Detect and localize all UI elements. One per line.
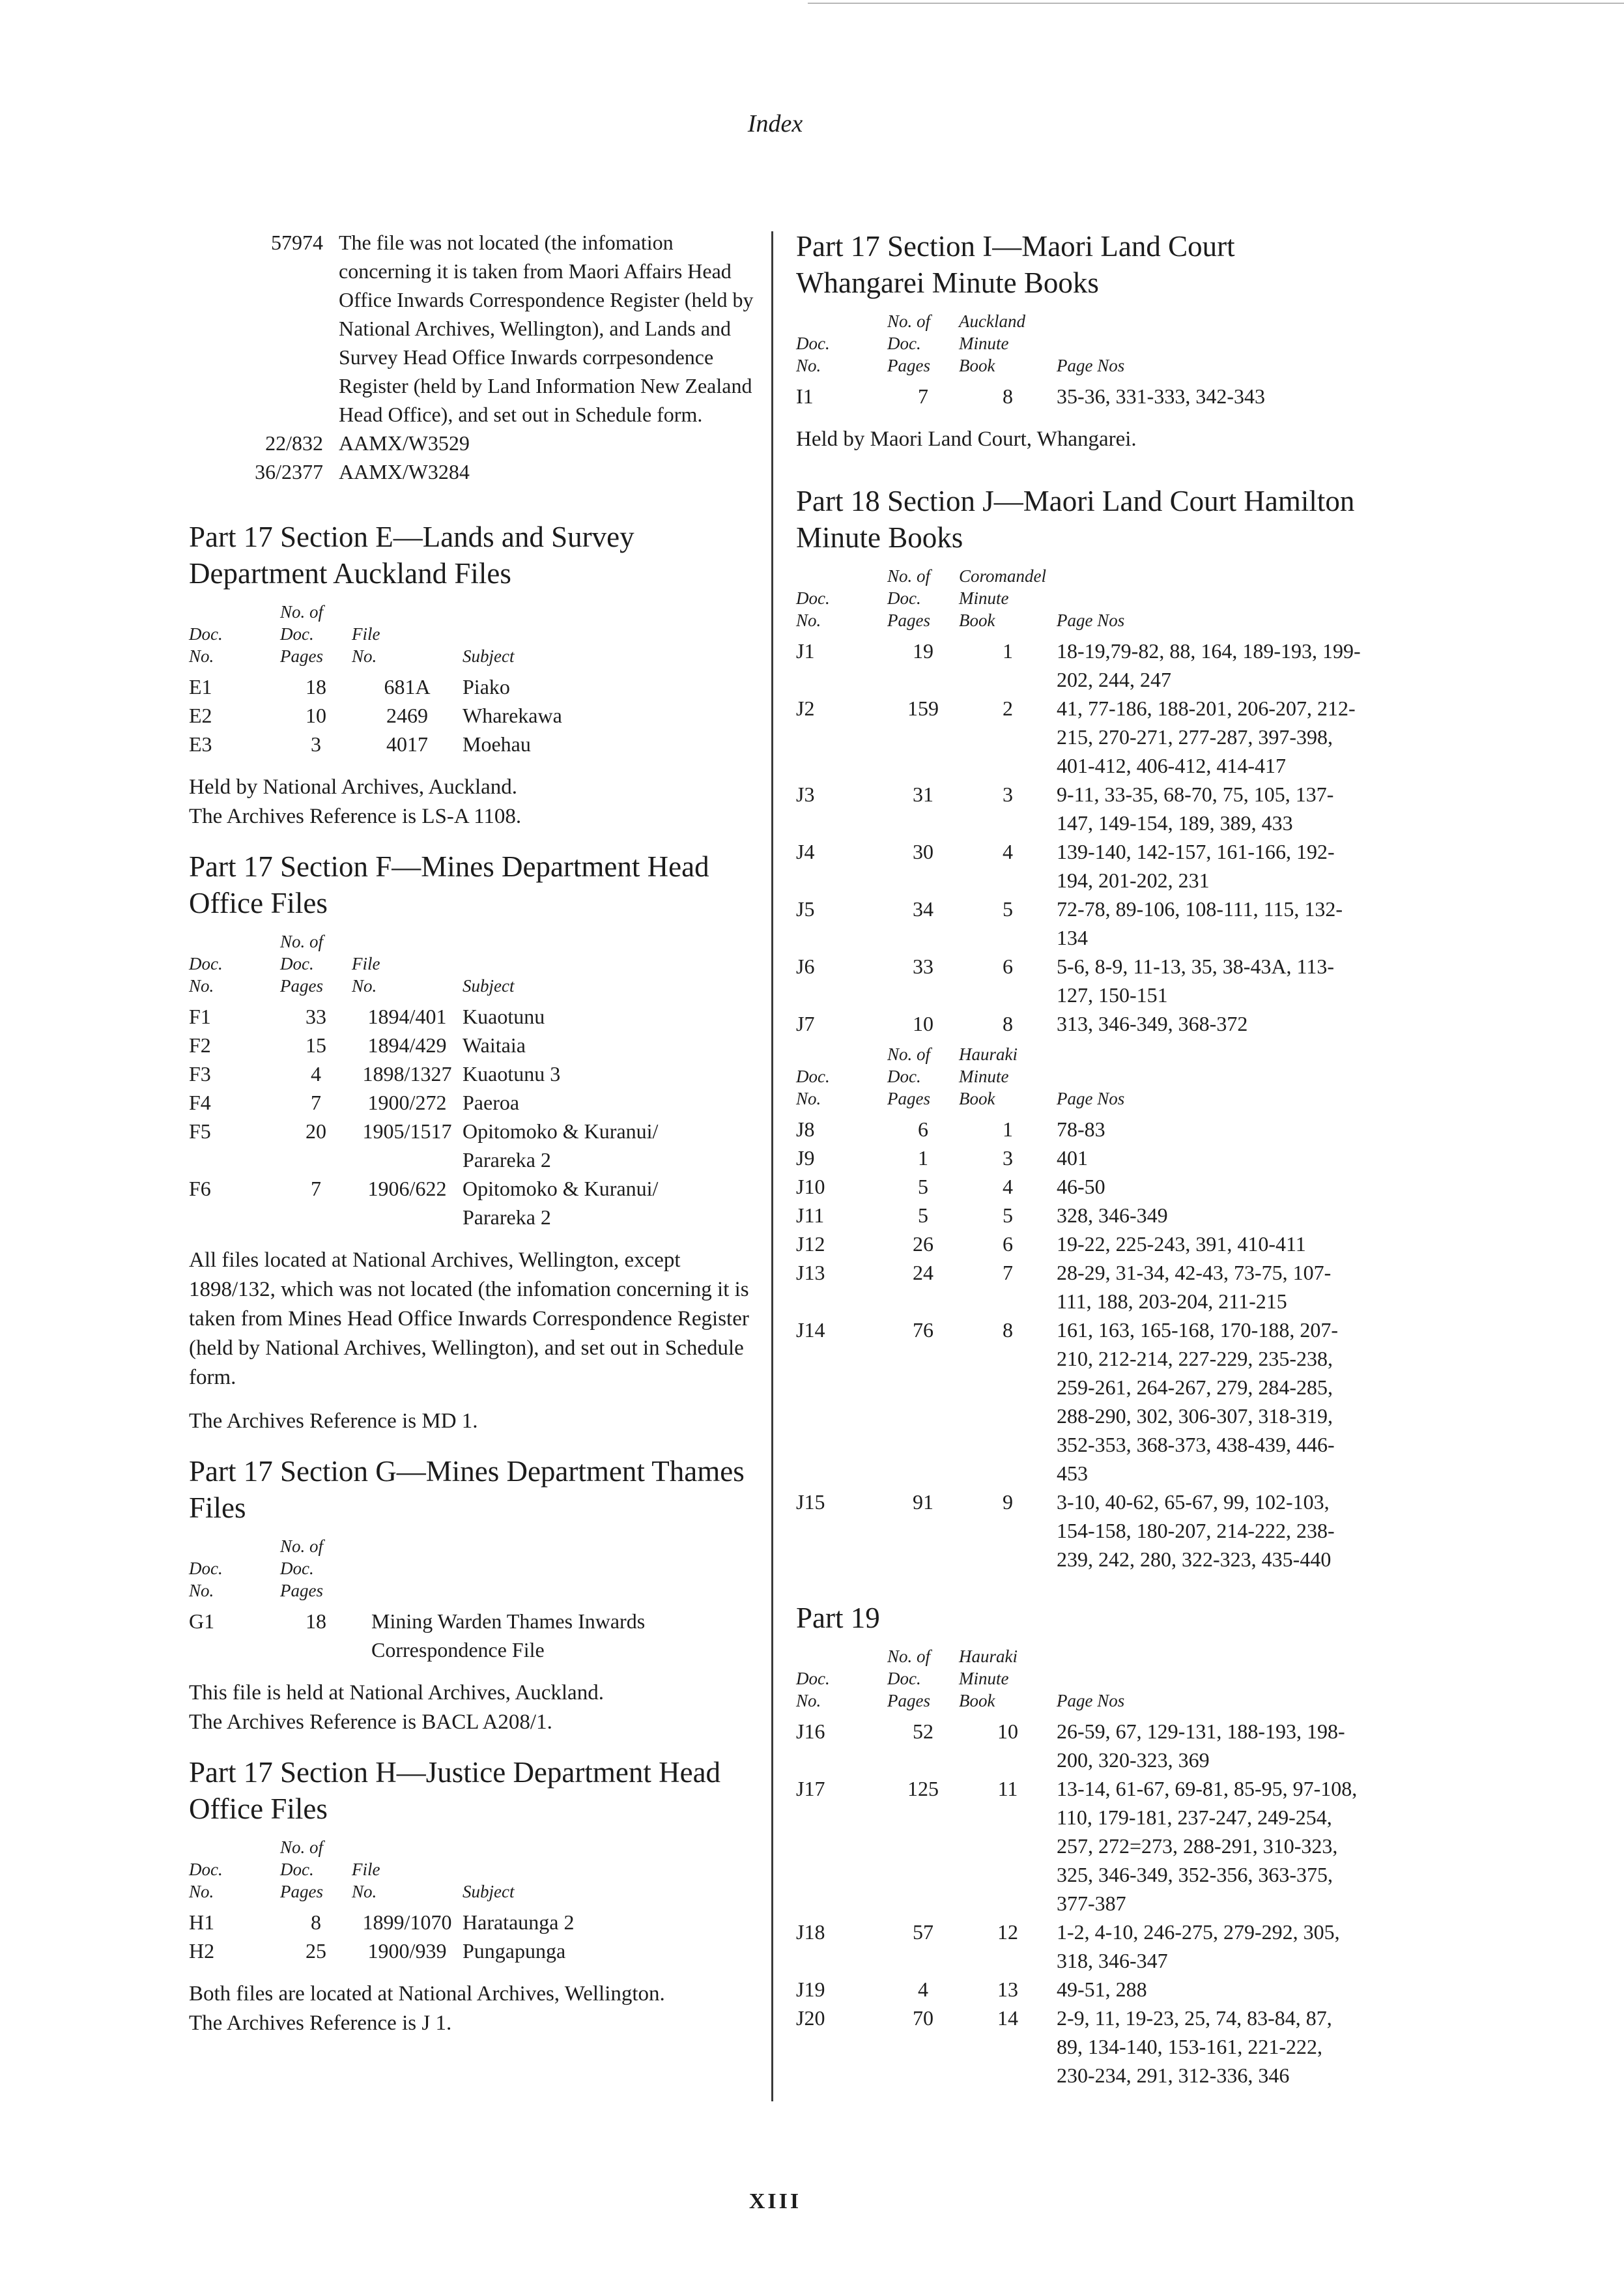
table-row: J15 91 9 3-10, 40-62, 65-67, 99, 102-103, 154-158, 180-207, 214-222, 238-239, 242, 280, 322-323, 435-440 [796,1490,1335,1571]
section-e-title: Part 17 Section E—Lands and Survey Department Auckland Files [189,521,634,590]
ref-row [189,457,756,486]
section-i-table [796,310,1363,410]
table-row: F6 7 1906/622 Opitomoko & Kuranui/ Parareka 2 [189,1177,659,1229]
col-doc: Doc. No. [189,954,223,996]
col-file: File No. [352,624,380,666]
col-doc: Doc. No. [796,334,830,375]
col-file: File No. [352,954,380,996]
col-doc: Doc. No. [189,624,223,666]
table-row: F5 20 1905/1517 Opitomoko & Kuranui/ Parareka 2 [189,1119,659,1172]
table-row: J9 1 3 401 [796,1146,1088,1170]
ref-code: AAMX/W3529 [339,431,470,455]
table-row: I1 7 8 35-36, 331-333, 342-343 [796,384,1265,408]
table-row: J20 70 14 2-9, 11, 19-23, 25, 74, 83-84, 87, 89, 134-140, 153-161, 221-222, 230-234, 291, 312-336, 346 [796,2006,1332,2087]
col-description [352,1535,736,1607]
col-pages: No. of Doc. Pages [280,602,324,666]
table-row: J7 10 8 313, 346-349, 368-372 [796,1012,1248,1035]
table-row: J17 125 11 13-14, 61-67, 69-81, 85-95, 97-108, 110, 179-181, 237-247, 249-254, 257, 272=273, 288-291, 310-323, 325, 346-349, 352-356, 363-375, 377-387 [796,1777,1358,1915]
section-e-note: Held by National Archives, Auckland. The Archives Reference is LS-A 1108. [189,775,522,828]
table-row: G1 18 Mining Warden Thames Inwards Correspondence File [189,1609,646,1662]
col-pages: No. of Doc. Pages [887,1647,931,1710]
col-pages: No. of Doc. Pages [887,311,931,375]
section-h-note: Both files are located at National Archives, Wellington. The Archives Reference is J 1. [189,1982,665,2035]
col-file: File No. [352,1860,380,1901]
section-g-title: Part 17 Section G—Mines Department Thames Files [189,1455,745,1524]
left-column [189,228,756,2055]
section-g-note: This file is held at National Archives, Auckland. The Archives Reference is BACL A208/1. [189,1681,604,1734]
section-i [796,228,1369,454]
col-doc: Doc. No. [796,588,830,630]
running-head: Index [747,110,803,137]
table-row: J8 6 1 78-83 [796,1117,1105,1141]
section-f [189,848,756,1436]
section-i-title: Part 17 Section I—Maori Land Court Whangarei Minute Books [796,230,1235,299]
section-j-table [796,565,1363,1574]
col-page-nos: Page Nos [1057,356,1125,375]
col-pages: No. of Doc. Pages [280,1837,324,1901]
col-page-nos: Page Nos [1057,611,1125,630]
table-row: H1 8 1899/1070 Harataunga 2 [189,1910,575,1934]
table-row: E2 10 2469 Wharekawa [189,704,562,727]
part-19-title: Part 19 [796,1602,880,1634]
right-column [796,228,1369,2107]
table-row: J10 5 4 46-50 [796,1175,1105,1198]
col-pages: No. of Doc. Pages [280,1536,324,1600]
col-doc: Doc. No. [189,1559,223,1600]
section-e [189,519,756,831]
table-row: J16 52 10 26-59, 67, 129-131, 188-193, 198-200, 320-323, 369 [796,1720,1345,1772]
table-header-row [796,565,1363,637]
col-doc: Doc. No. [189,1860,223,1901]
table-row: J11 5 5 328, 346-349 [796,1203,1168,1227]
table-row: H2 25 1900/939 Pungapunga [189,1939,566,1963]
section-f-note: All files located at National Archives, Wellington, except 1898/132, which was not located (the infomation concerning it is taken from Mines Head Office Inwards Correspondence Register (held by National Archives, Wellington), and set out in Schedule form. The Archives Reference is MD 1. [189,1248,749,1433]
table-row: J19 4 13 49-51, 288 [796,1978,1147,2001]
section-j-title: Part 18 Section J—Maori Land Court Hamilton Minute Books [796,485,1355,554]
col-minute-book: Coromandel Minute Book [959,566,1046,630]
col-subject: Subject [463,646,515,666]
table-row: J12 26 6 19-22, 225-243, 391, 410-411 [796,1232,1306,1256]
table-row: J5 34 5 72-78, 89-106, 108-111, 115, 132-134 [796,897,1343,949]
table-row: F4 7 1900/272 Paeroa [189,1091,520,1114]
table-header-row [796,1645,1363,1717]
ref-id: 22/832 [265,431,323,455]
file-note-id: 57974 [271,231,323,254]
section-h-table [189,1836,723,1965]
col-subject: Subject [463,1882,515,1901]
col-doc: Doc. No. [796,1669,830,1710]
section-f-title: Part 17 Section F—Mines Department Head Office Files [189,850,709,919]
table-row: J18 57 12 1-2, 4-10, 246-275, 279-292, 305, 318, 346-347 [796,1920,1340,1972]
table-row: J3 31 3 9-11, 33-35, 68-70, 75, 105, 137-147, 149-154, 189, 389, 433 [796,783,1334,835]
col-subject: Subject [463,976,515,996]
table-row: J2 159 2 41, 77-186, 188-201, 206-207, 212-215, 270-271, 277-287, 397-398, 401-412, 406-412, 414-417 [796,697,1356,777]
table-row: J13 24 7 28-29, 31-34, 42-43, 73-75, 107-111, 188, 203-204, 211-215 [796,1261,1332,1313]
part-19-table [796,1645,1363,2090]
section-g-table [189,1535,736,1664]
col-pages: No. of Doc. Pages [887,566,931,630]
col-pages: No. of Doc. Pages [280,932,324,996]
intro-file-note [189,228,756,429]
table-header-row [189,1535,736,1607]
ref-row [189,429,756,457]
table-header-row [189,1836,723,1908]
table-subheader-row: Doc. No. No. of Doc. Pages Hauraki Minute Book Page Nos [796,1044,1125,1108]
table-row: F1 33 1894/401 Kuaotunu [189,1005,545,1028]
section-e-table [189,601,723,758]
spacer [796,1038,1363,1043]
section-j [796,483,1369,1574]
table-row: E1 18 681A Piako [189,675,510,698]
section-g [189,1453,756,1737]
table-header-row [189,601,723,672]
table-header-row [796,310,1363,382]
ref-code: AAMX/W3284 [339,460,470,483]
intro-refs [189,429,756,486]
section-f-table [189,930,723,1231]
col-page-nos: Page Nos [1057,1691,1125,1710]
table-row: J6 33 6 5-6, 8-9, 11-13, 35, 38-43A, 113-127, 150-151 [796,955,1335,1007]
section-h [189,1754,756,2038]
table-row: F2 15 1894/429 Waitaia [189,1033,526,1057]
table-row: E3 3 4017 Moehau [189,732,531,756]
section-h-title: Part 17 Section H—Justice Department Head Office Files [189,1756,721,1825]
table-row: F3 4 1898/1327 Kuaotunu 3 [189,1062,561,1086]
top-rule [808,3,1624,4]
column-divider [771,231,773,2101]
ref-id: 36/2377 [255,460,323,483]
table-row: J1 19 1 18-19,79-82, 88, 164, 189-193, 199-202, 244, 247 [796,639,1361,691]
table-row: J4 30 4 139-140, 142-157, 161-166, 192-194, 201-202, 231 [796,840,1335,892]
col-minute-book: Hauraki Minute Book [959,1647,1018,1710]
table-row: J14 76 8 161, 163, 165-168, 170-188, 207-210, 212-214, 227-229, 235-238, 259-261, 264-267, 279, 284-285, 288-290, 302, 306-307, 318-319, 352-353, 368-373, 438-439, 446-453 [796,1318,1338,1485]
file-note-text: The file was not located (the infomation concerning it is taken from Maori Affairs Head Office Inwards Correspondence Register (held by National Archives, Wellington), and Lands and Survey Head Office Inwards corrpesondence Register (held by Land Information New Zealand Head Office), and set out in Schedule form. [339,231,754,426]
section-i-note: Held by Maori Land Court, Whangarei. [796,427,1137,451]
col-minute-book: Auckland Minute Book [959,311,1025,375]
table-header-row [189,930,723,1002]
page-folio: XIII [748,2189,802,2213]
part-19 [796,1600,1369,2090]
